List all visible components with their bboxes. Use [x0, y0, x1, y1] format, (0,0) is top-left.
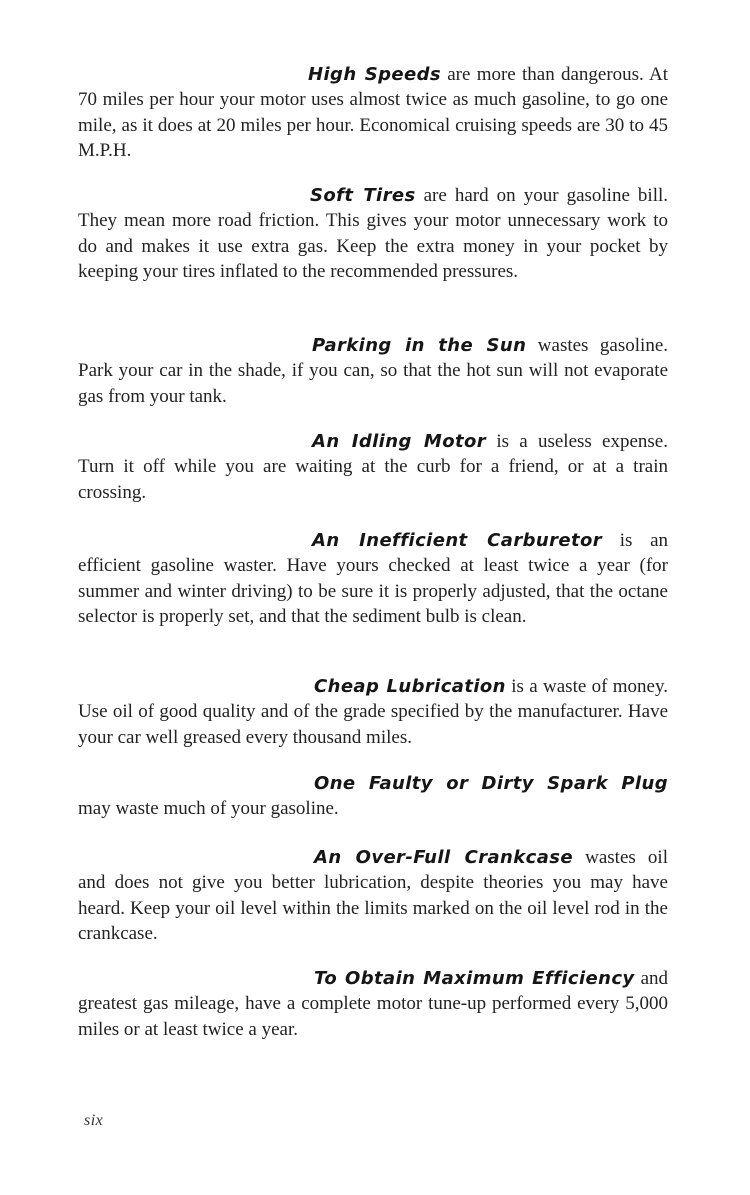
paragraph-parking-in-the-sun	[78, 333, 668, 409]
page-number: six	[84, 1112, 104, 1129]
paragraph-inefficient-carburetor	[78, 528, 668, 630]
paragraph-heading: An Inefficient Carburetor	[312, 530, 603, 551]
paragraph-soft-tires	[78, 183, 668, 285]
paragraph-heading: One Faulty or Dirty Spark Plug	[314, 773, 668, 794]
paragraph-body: is an efficient gasoline waster. Have yours checked at least twice a year (for summer and winter driving) to be sure it is properly adjusted, that the octane selector is properly set, and that the sediment bulb is clean.	[78, 530, 669, 628]
paragraph-heading: An Idling Motor	[312, 431, 487, 452]
paragraph-maximum-efficiency	[78, 966, 668, 1042]
paragraph-idling-motor	[78, 429, 668, 505]
paragraph-heading: High Speeds	[308, 64, 441, 85]
paragraph-faulty-spark-plug	[78, 771, 668, 822]
paragraph-heading: Soft Tires	[310, 185, 416, 206]
paragraph-heading: To Obtain Maximum Efficiency	[314, 968, 635, 989]
paragraph-heading: An Over-Full Crankcase	[314, 847, 573, 868]
paragraph-body: is a useless expense. Turn it off while you are waiting at the curb for a friend, or at a train crossing.	[78, 431, 668, 503]
paragraph-cheap-lubrication	[78, 674, 668, 750]
paragraph-heading: Cheap Lubrication	[314, 676, 506, 697]
paragraph-over-full-crankcase	[78, 845, 668, 947]
paragraph-body: are more than dangerous. At 70 miles per hour your motor uses almost twice as much gasoline, to go one mile, as it does at 20 miles per hour. Economical cruising speeds are 30 to 45 M.P.H.	[78, 64, 669, 162]
paragraph-body: wastes gasoline. Park your car in the shade, if you can, so that the hot sun will not evaporate gas from your tank.	[78, 335, 669, 407]
paragraph-body: is a waste of money. Use oil of good quality and of the grade specified by the manufacturer. Have your car well greased every thousand miles.	[78, 676, 669, 748]
paragraph-body: and greatest gas mileage, have a complete motor tune-up performed every 5,000 miles or at least twice a year.	[78, 968, 668, 1040]
paragraph-body: wastes oil and does not give you better lubrication, despite theories you may have heard. Keep your oil level within the limits marked on the oil level rod in the crankcase.	[78, 847, 668, 945]
paragraph-heading: Parking in the Sun	[312, 335, 527, 356]
paragraph-body: are hard on your gasoline bill. They mean more road friction. This gives your motor unnecessary work to do and makes it use extra gas. Keep the extra money in your pocket by keeping your tires inflated to the recommended pressures.	[78, 185, 669, 283]
paragraph-high-speeds	[78, 62, 668, 164]
paragraph-body: may waste much of your gasoline.	[78, 798, 339, 820]
